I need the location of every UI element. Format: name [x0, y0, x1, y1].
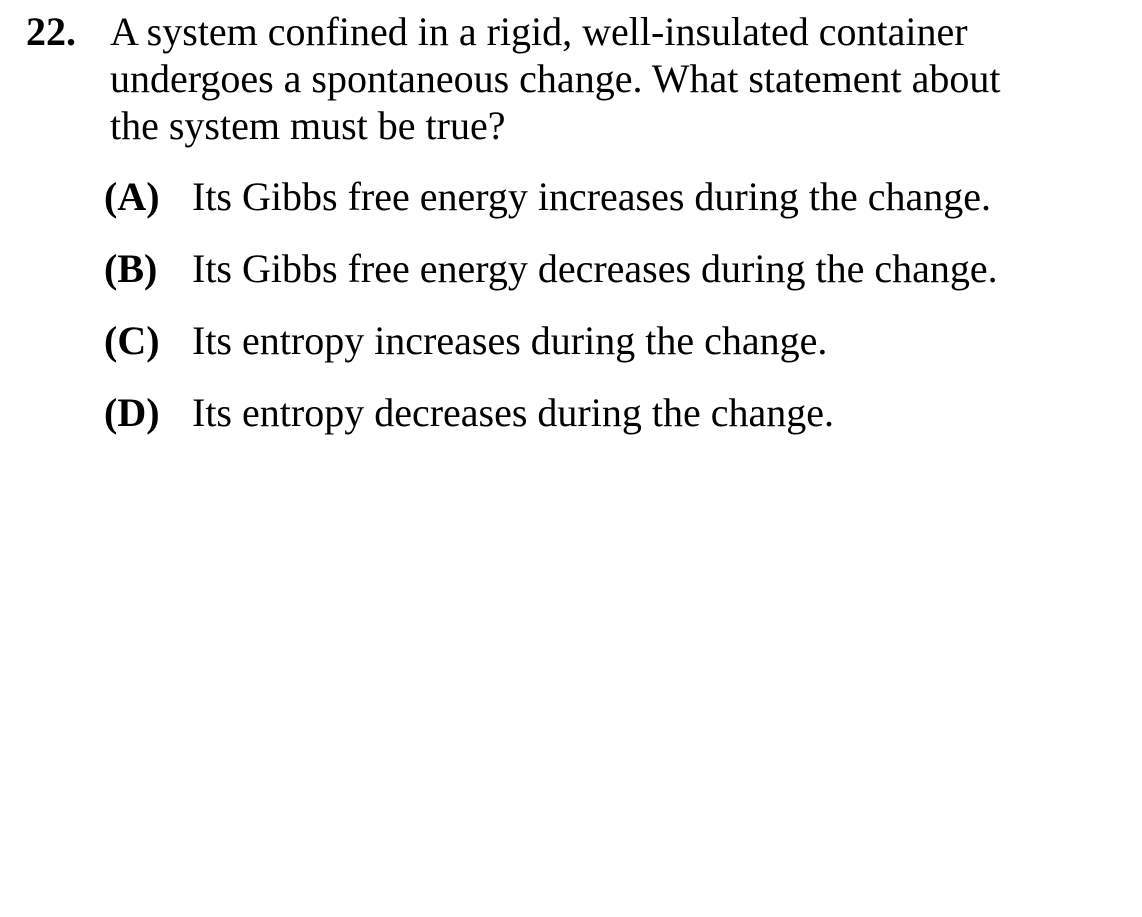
- choice-letter: (A): [104, 174, 160, 219]
- question-stem: [110, 8, 1120, 149]
- choice-b: [104, 244, 1124, 316]
- answer-choices: [104, 172, 1124, 460]
- choice-c: [104, 316, 1124, 388]
- choice-text: Its Gibbs free energy decreases during the change.: [192, 246, 998, 291]
- choice-letter: (C): [104, 318, 160, 363]
- choice-text: Its Gibbs free energy increases during the change.: [192, 174, 991, 219]
- question-number: 22.: [26, 9, 76, 54]
- choice-letter: (D): [104, 390, 160, 435]
- stem-line: A system confined in a rigid, well-insulated container: [110, 9, 968, 54]
- choice-text: Its entropy increases during the change.: [192, 318, 828, 363]
- choice-text: Its entropy decreases during the change.: [192, 390, 834, 435]
- choice-letter: (B): [104, 246, 158, 291]
- choice-d: [104, 388, 1124, 460]
- stem-line: undergoes a spontaneous change. What statement about: [110, 56, 1001, 101]
- choice-a: [104, 172, 1124, 244]
- stem-line: the system must be true?: [110, 103, 506, 148]
